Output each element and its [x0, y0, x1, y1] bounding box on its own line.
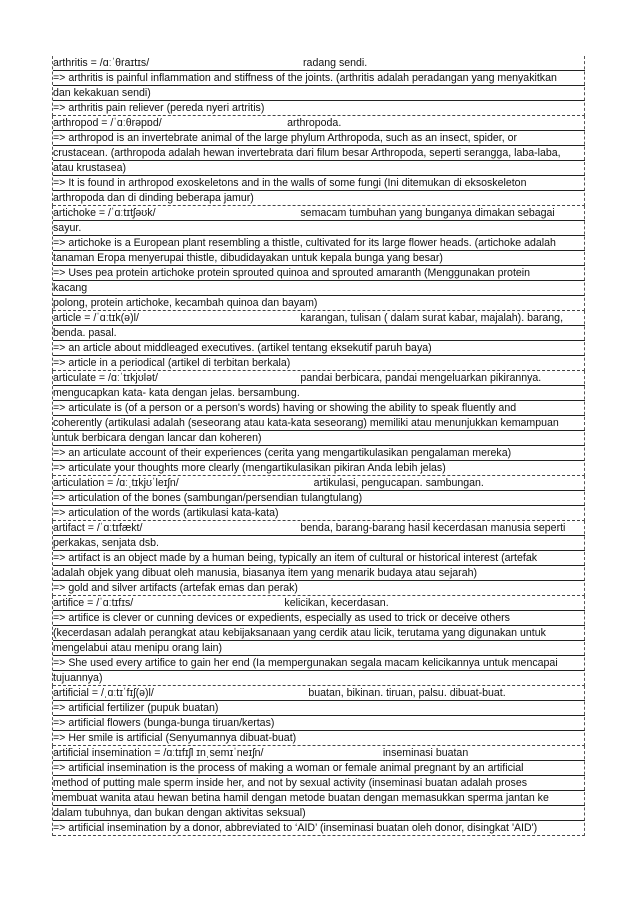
entry-border-right: [584, 476, 585, 521]
entry-border-right: [584, 311, 585, 371]
entry-text-line: arthropoda dan di dinding beberapa jamur): [53, 191, 585, 206]
entry-text-line: => arthropod is an invertebrate animal of the large phylum Arthropoda, such as an insect, spider, or: [53, 131, 585, 146]
entry-text-line: => an articulate account of their experiences (cerita yang mengartikulasikan pengalaman mereka): [53, 446, 585, 461]
entry-term: article = /ˈɑːtɪk(ə)l/: [53, 312, 139, 324]
entry-text-line: benda. pasal.: [53, 326, 585, 341]
entry-meaning: karangan, tulisan ( dalam surat kabar, majalah). barang,: [300, 312, 564, 324]
dictionary-entry: [53, 311, 585, 371]
entry-headword-line: [53, 206, 585, 221]
entry-text-line: dalam tubuhnya, dan bukan dengan aktivitas seksual): [53, 806, 585, 821]
entry-text-line: sayur.: [53, 221, 585, 236]
entry-text-line: atau krustasea): [53, 161, 585, 176]
entry-headword-line: [53, 596, 585, 611]
entry-meaning: kelicikan, kecerdasan.: [284, 597, 389, 609]
entry-headword-line: [53, 476, 585, 491]
entry-text-line: => articulation of the bones (sambungan/persendian tulangtulang): [53, 491, 585, 506]
entry-text-line: => an article about middleaged executives. (artikel tentang eksekutif paruh baya): [53, 341, 585, 356]
entry-text-line: dan kekakuan sendi): [53, 86, 585, 101]
entry-text-line: crustacean. (arthropoda adalah hewan invertebrata dari filum besar Arthropoda, seperti serangga, laba-laba,: [53, 146, 585, 161]
entry-text-line: (kecerdasan adalah perangkat atau kebijaksanaan yang cerdik atau licik, terutama yang digunakan untuk: [53, 626, 585, 641]
entry-headword-line: [53, 56, 585, 71]
entry-text-line: => Uses pea protein artichoke protein sprouted quinoa and sprouted amaranth (Menggunakan protein: [53, 266, 585, 281]
entry-border-left: [52, 311, 53, 371]
entry-text-line: method of putting male sperm inside her, and not by sexual activity (inseminasi buatan adalah proses: [53, 776, 585, 791]
entry-text-line: => artificial insemination by a donor, abbreviated to ‘AID’ (inseminasi buatan oleh donor, disingkat 'AID'): [53, 821, 585, 836]
entry-border-left: [52, 371, 53, 476]
entry-border-right: [584, 686, 585, 746]
entry-meaning: inseminasi buatan: [382, 747, 469, 759]
entry-border-left: [52, 56, 53, 116]
entry-term: artificial = /ˌɑːtɪˈfɪʃ(ə)l/: [53, 687, 154, 699]
entry-term: artifact = /ˈɑːtɪfækt/: [53, 522, 143, 534]
entry-border-left: [52, 746, 53, 836]
entry-term: arthritis = /ɑːˈθraɪtɪs/: [53, 57, 150, 69]
entry-text-line: => article in a periodical (artikel di terbitan berkala): [53, 356, 585, 371]
entry-text-line: => articulation of the words (artikulasi kata-kata): [53, 506, 585, 521]
entry-text-line: mengucapkan kata- kata dengan jelas. bersambung.: [53, 386, 585, 401]
dictionary-entry: [53, 116, 585, 206]
entry-border-left: [52, 476, 53, 521]
entry-text-line: => articulate is (of a person or a person's words) having or showing the ability to speak fluently and: [53, 401, 585, 416]
dictionary-entry: [53, 686, 585, 746]
entry-headword-line: [53, 746, 585, 761]
entry-border-left: [52, 116, 53, 206]
dictionary-entry: [53, 596, 585, 686]
entry-meaning: pandai berbicara, pandai mengeluarkan pikirannya.: [300, 372, 542, 384]
entry-text-line: => artifact is an object made by a human being, typically an item of cultural or historical interest (artefak: [53, 551, 585, 566]
dictionary-entry: [53, 206, 585, 311]
entry-text-line: membuat wanita atau hewan betina hamil dengan metode buatan dengan memasukkan sperma jantan ke: [53, 791, 585, 806]
dictionary-entry: [53, 371, 585, 476]
entry-text-line: => gold and silver artifacts (artefak emas dan perak): [53, 581, 585, 596]
entry-headword-line: [53, 521, 585, 536]
entry-text-line: => It is found in arthropod exoskeletons and in the walls of some fungi (Ini ditemukan di eksoskeleton: [53, 176, 585, 191]
entry-meaning: buatan, bikinan. tiruan, palsu. dibuat-buat.: [308, 687, 506, 699]
entry-term: artificial insemination = /ɑːtɪfɪʃl ɪnˌsemɪˈneɪʃn/: [53, 747, 264, 759]
entry-text-line: => articulate your thoughts more clearly (mengartikulasikan pikiran Anda lebih jelas): [53, 461, 585, 476]
entry-text-line: => artificial insemination is the process of making a woman or female animal pregnant by an artificial: [53, 761, 585, 776]
entry-text-line: tanaman Eropa menyerupai thistle, dibudidayakan untuk kepala bunga yang besar): [53, 251, 585, 266]
entry-meaning: benda, barang-barang hasil kecerdasan manusia seperti: [300, 522, 566, 534]
dictionary-entry: [53, 56, 585, 116]
entry-border-right: [584, 116, 585, 206]
dictionary-page: [53, 56, 585, 836]
entry-meaning: semacam tumbuhan yang bunganya dimakan sebagai: [300, 207, 555, 219]
dictionary-entry: [53, 521, 585, 596]
entry-border-left: [52, 206, 53, 311]
entry-term: articulate = /ɑːˈtɪkjʊlət/: [53, 372, 158, 384]
entry-text-line: kacang: [53, 281, 585, 296]
entry-border-right: [584, 371, 585, 476]
entry-headword-line: [53, 371, 585, 386]
entry-meaning: arthropoda.: [287, 117, 342, 129]
entry-text-line: adalah objek yang dibuat oleh manusia, biasanya item yang menarik budaya atau sejarah): [53, 566, 585, 581]
dictionary-entry: [53, 476, 585, 521]
entry-term: artichoke = /ˈɑːtɪtʃəʊk/: [53, 207, 156, 219]
entry-meaning: radang sendi.: [303, 57, 368, 69]
entry-border-right: [584, 56, 585, 116]
entry-text-line: coherently (artikulasi adalah (seseorang atau kata-kata seseorang) memiliki atau menunjukkan kemampuan: [53, 416, 585, 431]
entry-headword-line: [53, 311, 585, 326]
entry-term: articulation = /ɑːˌtɪkjʊˈleɪʃn/: [53, 477, 179, 489]
entry-term: arthropod = /ˈɑːθrəpɒd/: [53, 117, 162, 129]
entry-border-left: [52, 521, 53, 596]
entry-text-line: => artichoke is a European plant resembling a thistle, cultivated for its large flower heads. (artichoke adalah: [53, 236, 585, 251]
entry-text-line: => arthritis pain reliever (pereda nyeri artritis): [53, 101, 585, 116]
entry-text-line: => She used every artifice to gain her end (Ia mempergunakan segala macam kelicikannya untuk mencapai: [53, 656, 585, 671]
entry-border-right: [584, 521, 585, 596]
entry-border-right: [584, 206, 585, 311]
entry-border-left: [52, 596, 53, 686]
entry-text-line: => arthritis is painful inflammation and stiffness of the joints. (arthritis adalah peradangan yang menyakitkan: [53, 71, 585, 86]
entry-text-line: tujuannya): [53, 671, 585, 686]
entry-text-line: polong, protein artichoke, kecambah quinoa dan bayam): [53, 296, 585, 311]
entry-text-line: perkakas, senjata dsb.: [53, 536, 585, 551]
entry-text-line: => Her smile is artificial (Senyumannya dibuat-buat): [53, 731, 585, 746]
entry-meaning: artikulasi, pengucapan. sambungan.: [313, 477, 484, 489]
entry-border-right: [584, 596, 585, 686]
entry-text-line: => artificial flowers (bunga-bunga tiruan/kertas): [53, 716, 585, 731]
entry-text-line: untuk berbicara dengan lancar dan koheren): [53, 431, 585, 446]
dictionary-entry: [53, 746, 585, 836]
entry-border-left: [52, 686, 53, 746]
entry-term: artifice = /ˈɑːtɪfɪs/: [53, 597, 134, 609]
entry-headword-line: [53, 116, 585, 131]
entry-text-line: => artificial fertilizer (pupuk buatan): [53, 701, 585, 716]
entry-text-line: => artifice is clever or cunning devices or expedients, especially as used to trick or deceive others: [53, 611, 585, 626]
entry-border-right: [584, 746, 585, 836]
entry-headword-line: [53, 686, 585, 701]
entry-text-line: mengelabui atau menipu orang lain): [53, 641, 585, 656]
